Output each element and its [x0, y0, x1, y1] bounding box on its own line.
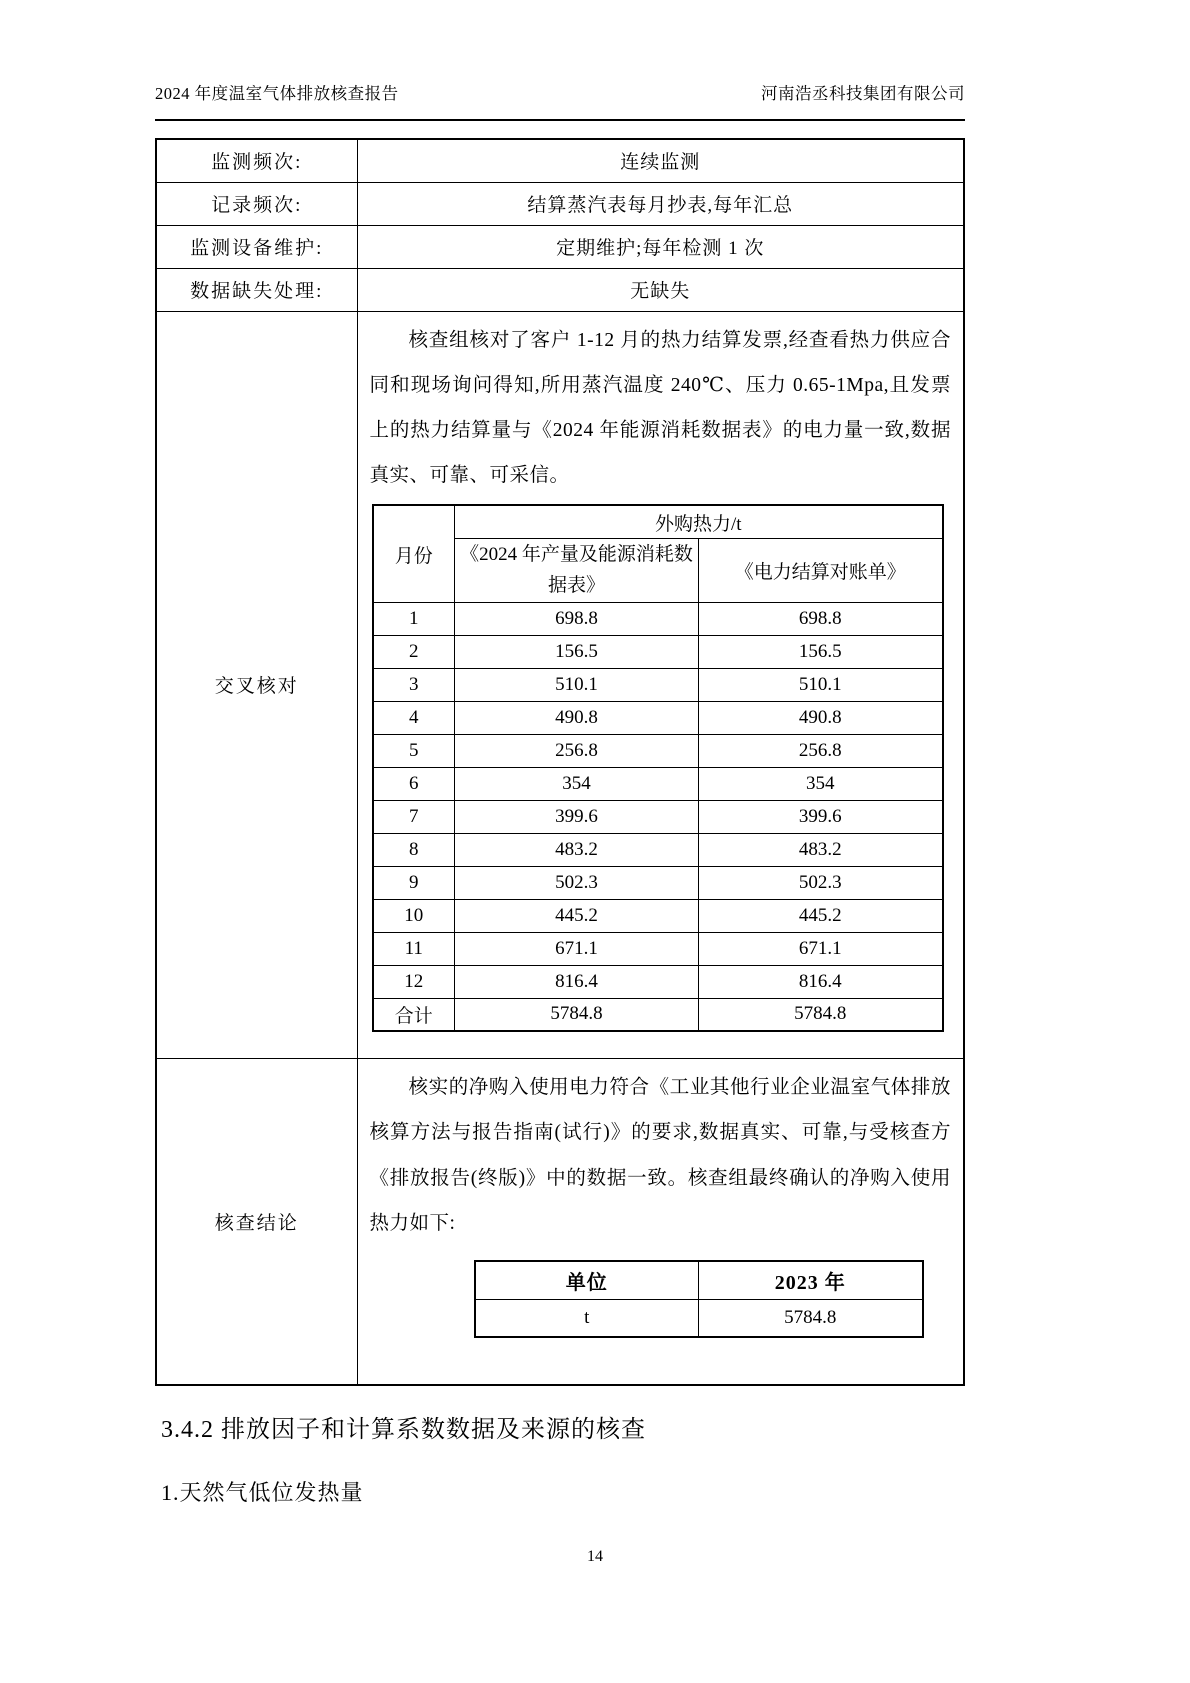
row-label: 记录频次:: [156, 182, 357, 225]
value2-cell: 698.8: [699, 602, 943, 635]
heat-subheader-row: [373, 538, 943, 602]
value1-cell: 510.1: [455, 668, 699, 701]
value1-cell: 399.6: [455, 800, 699, 833]
month-cell: 7: [373, 800, 455, 833]
month-cell: 1: [373, 602, 455, 635]
value1-cell: 445.2: [455, 899, 699, 932]
unit-value-cell: t: [475, 1299, 699, 1337]
heat-header-row: [373, 505, 943, 538]
value2-cell: 671.1: [699, 932, 943, 965]
page-content: [155, 0, 965, 1507]
heat-table-row: [373, 701, 943, 734]
summary-data-row: [475, 1299, 923, 1337]
value2-cell: 490.8: [699, 701, 943, 734]
heat-table-row: [373, 800, 943, 833]
value1-cell: 671.1: [455, 932, 699, 965]
heat-table-row: [373, 866, 943, 899]
row-value: 无缺失: [357, 268, 964, 311]
row-value: 结算蒸汽表每月抄表,每年汇总: [357, 182, 964, 225]
value1-cell: 502.3: [455, 866, 699, 899]
heat-table-row: [373, 767, 943, 800]
conclusion-cell: [357, 1059, 964, 1385]
running-header: [155, 0, 965, 104]
total-label-cell: 合计: [373, 998, 455, 1031]
summary-table: [474, 1260, 924, 1338]
row-label: 监测频次:: [156, 139, 357, 182]
header-report-title: 2024 年度温室气体排放核查报告: [155, 84, 399, 103]
table-row: [156, 182, 964, 225]
year-header-cell: 2023 年: [699, 1261, 923, 1299]
month-cell: 2: [373, 635, 455, 668]
verification-table: [155, 138, 965, 1386]
page-number: 14: [587, 1548, 603, 1565]
row-label: 数据缺失处理:: [156, 268, 357, 311]
month-cell: 11: [373, 932, 455, 965]
heat-comparison-table: [372, 504, 944, 1032]
value1-cell: 483.2: [455, 833, 699, 866]
cross-check-label: 交叉核对: [156, 311, 357, 1059]
row-value: 连续监测: [357, 139, 964, 182]
heat-table-row: [373, 734, 943, 767]
value2-cell: 156.5: [699, 635, 943, 668]
value2-cell: 399.6: [699, 800, 943, 833]
month-cell: 8: [373, 833, 455, 866]
heat-table-row: [373, 833, 943, 866]
row-label: 监测设备维护:: [156, 225, 357, 268]
month-cell: 4: [373, 701, 455, 734]
month-cell: 10: [373, 899, 455, 932]
month-cell: 3: [373, 668, 455, 701]
year-value-cell: 5784.8: [699, 1299, 923, 1337]
value1-cell: 256.8: [455, 734, 699, 767]
total-value2-cell: 5784.8: [699, 998, 943, 1031]
cross-check-row: [156, 311, 964, 1059]
row-value: 定期维护;每年检测 1 次: [357, 225, 964, 268]
heat-table-row: [373, 965, 943, 998]
summary-header-row: [475, 1261, 923, 1299]
month-header-cell: 月份: [373, 505, 455, 602]
table-row: [156, 139, 964, 182]
total-value1-cell: 5784.8: [455, 998, 699, 1031]
value2-cell: 510.1: [699, 668, 943, 701]
source1-header-cell: 《2024 年产量及能源消耗数据表》: [455, 538, 699, 602]
table-row: [156, 268, 964, 311]
value1-cell: 698.8: [455, 602, 699, 635]
value2-cell: 816.4: [699, 965, 943, 998]
conclusion-row: [156, 1059, 964, 1385]
month-cell: 6: [373, 767, 455, 800]
value2-cell: 256.8: [699, 734, 943, 767]
conclusion-paragraph: 核实的净购入使用电力符合《工业其他行业企业温室气体排放核算方法与报告指南(试行)》的要求,数据真实、可靠,与受核查方《排放报告(终版)》中的数据一致。核查组最终确认的净购入使用热力如下:: [369, 1077, 951, 1234]
value1-cell: 156.5: [455, 635, 699, 668]
value2-cell: 445.2: [699, 899, 943, 932]
heat-table-total-row: [373, 998, 943, 1031]
heat-table-row: [373, 602, 943, 635]
value1-cell: 816.4: [455, 965, 699, 998]
heat-table-row: [373, 932, 943, 965]
group-header-cell: 外购热力/t: [455, 505, 943, 538]
heat-table-row: [373, 635, 943, 668]
value2-cell: 354: [699, 767, 943, 800]
value1-cell: 354: [455, 767, 699, 800]
heat-table-row: [373, 899, 943, 932]
table-row: [156, 225, 964, 268]
value2-cell: 483.2: [699, 833, 943, 866]
cross-check-paragraph: 核查组核对了客户 1-12 月的热力结算发票,经查看热力供应合同和现场询问得知,所用蒸汽温度 240℃、压力 0.65-1Mpa,且发票上的热力结算量与《2024 年能源消耗数据表》的电力量一致,数据真实、可靠、可采信。: [369, 329, 951, 487]
header-rule: [155, 119, 965, 121]
cross-check-cell: [357, 311, 964, 1059]
source2-header-cell: 《电力结算对账单》: [699, 538, 943, 602]
month-cell: 5: [373, 734, 455, 767]
conclusion-label: 核查结论: [156, 1059, 357, 1385]
header-company-name: 河南浩丞科技集团有限公司: [761, 84, 965, 103]
heat-table-row: [373, 668, 943, 701]
month-cell: 9: [373, 866, 455, 899]
value1-cell: 490.8: [455, 701, 699, 734]
value2-cell: 502.3: [699, 866, 943, 899]
month-cell: 12: [373, 965, 455, 998]
unit-header-cell: 单位: [475, 1261, 699, 1299]
section-heading: 3.4.2 排放因子和计算系数数据及来源的核查: [161, 1417, 646, 1444]
sub-heading: 1.天然气低位发热量: [161, 1480, 364, 1506]
